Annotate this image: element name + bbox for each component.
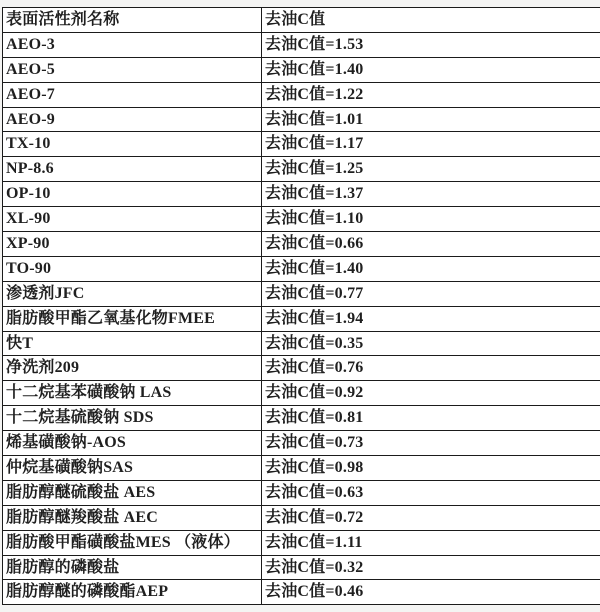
surfactant-name-cell: XP-90	[3, 232, 262, 257]
oil-removal-c-value-cell: 去油C值=1.11	[262, 530, 600, 555]
oil-removal-c-value-cell: 去油C值=1.53	[262, 32, 600, 57]
oil-removal-c-value-cell: 去油C值=1.25	[262, 157, 600, 182]
surfactant-name-cell: XL-90	[3, 207, 262, 232]
table-row	[3, 157, 600, 182]
surfactant-name-cell: 脂肪醇的磷酸盐	[3, 555, 262, 580]
surfactant-name-cell: 十二烷基硫酸钠 SDS	[3, 406, 262, 431]
surfactant-table	[2, 7, 600, 605]
surfactant-name-cell: 脂肪醇醚硫酸盐 AES	[3, 480, 262, 505]
oil-removal-c-value-cell: 去油C值=0.72	[262, 505, 600, 530]
surfactant-name-cell: TX-10	[3, 132, 262, 157]
surfactant-name-cell: 十二烷基苯磺酸钠 LAS	[3, 381, 262, 406]
table-row	[3, 281, 600, 306]
oil-removal-c-value-cell: 去油C值=1.10	[262, 207, 600, 232]
oil-removal-c-value-cell: 去油C值=0.66	[262, 232, 600, 257]
oil-removal-c-value-cell: 去油C值=1.22	[262, 82, 600, 107]
table-row	[3, 555, 600, 580]
surfactant-name-cell: TO-90	[3, 256, 262, 281]
surfactant-name-cell: AEO-3	[3, 32, 262, 57]
surfactant-name-cell: 脂肪醇醚的磷酸酯AEP	[3, 580, 262, 605]
table-row	[3, 381, 600, 406]
oil-removal-c-value-cell: 去油C值=0.73	[262, 431, 600, 456]
table-row	[3, 132, 600, 157]
oil-removal-c-value-cell: 去油C值=1.17	[262, 132, 600, 157]
header-oil-removal-c-value: 去油C值	[262, 8, 600, 33]
table-header-row	[3, 8, 600, 33]
table-row	[3, 207, 600, 232]
surfactant-name-cell: 脂肪酸甲酯乙氧基化物FMEE	[3, 306, 262, 331]
surfactant-name-cell: 渗透剂JFC	[3, 281, 262, 306]
oil-removal-c-value-cell: 去油C值=0.32	[262, 555, 600, 580]
table-row	[3, 232, 600, 257]
table-row	[3, 580, 600, 605]
oil-removal-c-value-cell: 去油C值=1.40	[262, 57, 600, 82]
table-row	[3, 530, 600, 555]
surfactant-name-cell: 净洗剂209	[3, 356, 262, 381]
table-row	[3, 505, 600, 530]
table-row	[3, 356, 600, 381]
surfactant-name-cell: AEO-7	[3, 82, 262, 107]
surfactant-name-cell: 烯基磺酸钠-AOS	[3, 431, 262, 456]
surfactant-name-cell: 脂肪醇醚羧酸盐 AEC	[3, 505, 262, 530]
oil-removal-c-value-cell: 去油C值=1.94	[262, 306, 600, 331]
oil-removal-c-value-cell: 去油C值=1.40	[262, 256, 600, 281]
oil-removal-c-value-cell: 去油C值=0.77	[262, 281, 600, 306]
table-row	[3, 306, 600, 331]
oil-removal-c-value-cell: 去油C值=1.01	[262, 107, 600, 132]
surfactant-name-cell: 快T	[3, 331, 262, 356]
table-row	[3, 256, 600, 281]
table-header	[3, 8, 600, 33]
oil-removal-c-value-cell: 去油C值=0.63	[262, 480, 600, 505]
oil-removal-c-value-cell: 去油C值=0.76	[262, 356, 600, 381]
surfactant-name-cell: OP-10	[3, 182, 262, 207]
table-row	[3, 331, 600, 356]
table-row	[3, 182, 600, 207]
surfactant-name-cell: AEO-9	[3, 107, 262, 132]
oil-removal-c-value-cell: 去油C值=0.35	[262, 331, 600, 356]
oil-removal-c-value-cell: 去油C值=0.98	[262, 456, 600, 481]
table-row	[3, 406, 600, 431]
table-row	[3, 32, 600, 57]
oil-removal-c-value-cell: 去油C值=0.81	[262, 406, 600, 431]
table-row	[3, 82, 600, 107]
table-row	[3, 107, 600, 132]
oil-removal-c-value-cell: 去油C值=0.92	[262, 381, 600, 406]
table-row	[3, 456, 600, 481]
oil-removal-c-value-cell: 去油C值=0.46	[262, 580, 600, 605]
surfactant-name-cell: 脂肪酸甲酯磺酸盐MES （液体）	[3, 530, 262, 555]
surfactant-name-cell: AEO-5	[3, 57, 262, 82]
table-row	[3, 480, 600, 505]
table-body	[3, 32, 600, 604]
surfactant-name-cell: 仲烷基磺酸钠SAS	[3, 456, 262, 481]
header-surfactant-name: 表面活性剂名称	[3, 8, 262, 33]
oil-removal-c-value-cell: 去油C值=1.37	[262, 182, 600, 207]
table-row	[3, 431, 600, 456]
surfactant-name-cell: NP-8.6	[3, 157, 262, 182]
table-row	[3, 57, 600, 82]
